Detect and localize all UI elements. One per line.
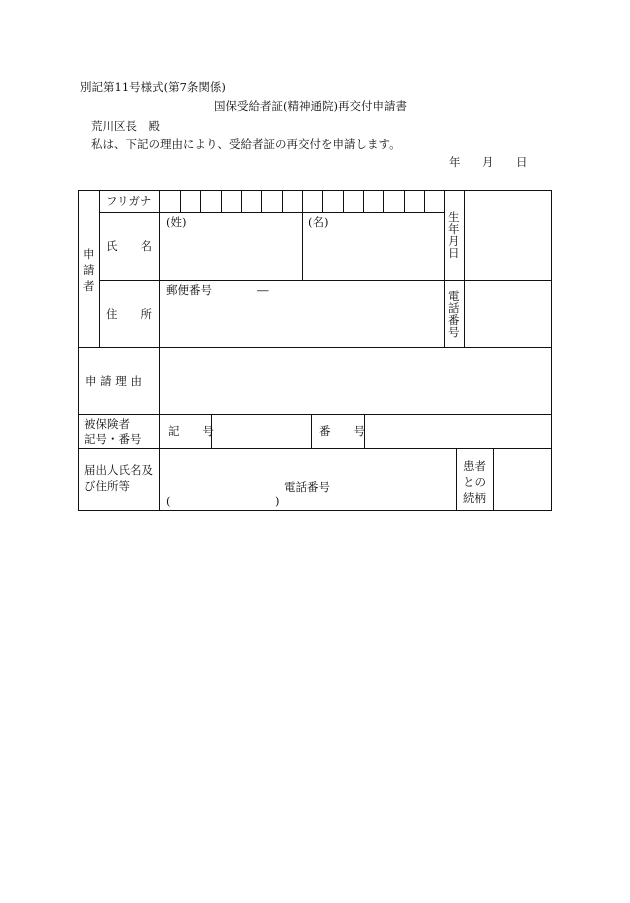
address-input[interactable] xyxy=(160,300,444,347)
name-label: 氏 名 xyxy=(106,239,152,253)
date-month-label: 月 xyxy=(482,155,494,169)
phone-input[interactable] xyxy=(465,281,551,347)
phone-label: 電話番号 xyxy=(448,289,460,339)
application-statement: 私は、下記の理由により、受給者証の再交付を申請します。 xyxy=(91,137,401,151)
submitter-label-line1: 届出人氏名及 xyxy=(84,463,153,477)
relation-label-divider-left xyxy=(456,448,457,511)
postal-code-dash: ― xyxy=(257,283,269,297)
reason-label: 申 請 理 由 xyxy=(85,374,142,388)
date-year-label: 年 xyxy=(449,155,461,169)
insured-label-line1: 被保険者 xyxy=(84,417,130,431)
birthdate-label: 生年月日 xyxy=(448,210,460,260)
surname-hint: (姓) xyxy=(166,215,187,229)
applicant-group-label: 申請者 xyxy=(83,247,95,293)
givenname-hint: (名) xyxy=(308,215,329,229)
surname-input[interactable] xyxy=(160,227,302,280)
submitter-phone-label: 電話番号 xyxy=(284,480,330,494)
insured-number-label: 番 号 xyxy=(319,424,365,438)
symbol-value-divider xyxy=(311,414,312,448)
form-title: 国保受給者証(精神通院)再交付申請書 xyxy=(214,99,407,113)
applicant-group-divider xyxy=(99,190,100,347)
givenname-input[interactable] xyxy=(303,227,444,280)
submitter-phone-paren-open: ( xyxy=(166,494,171,508)
form-reference: 別記第11号様式(第7条関係) xyxy=(80,80,226,94)
submitter-label-line2: び住所等 xyxy=(84,479,130,493)
date-day-label: 日 xyxy=(516,155,528,169)
relation-label: 患者との続柄 xyxy=(463,459,486,505)
birthdate-phone-label-divider-left xyxy=(444,190,445,347)
insured-symbol-input[interactable] xyxy=(212,415,311,448)
postal-code-label: 郵便番号 xyxy=(166,283,212,297)
insured-symbol-label: 記 号 xyxy=(168,424,214,438)
furigana-input[interactable] xyxy=(160,191,444,212)
insured-number-input[interactable] xyxy=(365,415,551,448)
relation-input[interactable] xyxy=(494,449,551,510)
addressee: 荒川区長 殿 xyxy=(91,119,160,133)
insured-label-line2: 記号・番号 xyxy=(84,432,142,446)
furigana-row-divider xyxy=(99,212,444,213)
furigana-label: フリガナ xyxy=(106,194,152,208)
reason-input[interactable] xyxy=(160,348,551,414)
birthdate-input[interactable] xyxy=(465,191,551,280)
submitter-phone-paren-close: ) xyxy=(275,494,280,508)
address-label: 住 所 xyxy=(106,307,152,321)
